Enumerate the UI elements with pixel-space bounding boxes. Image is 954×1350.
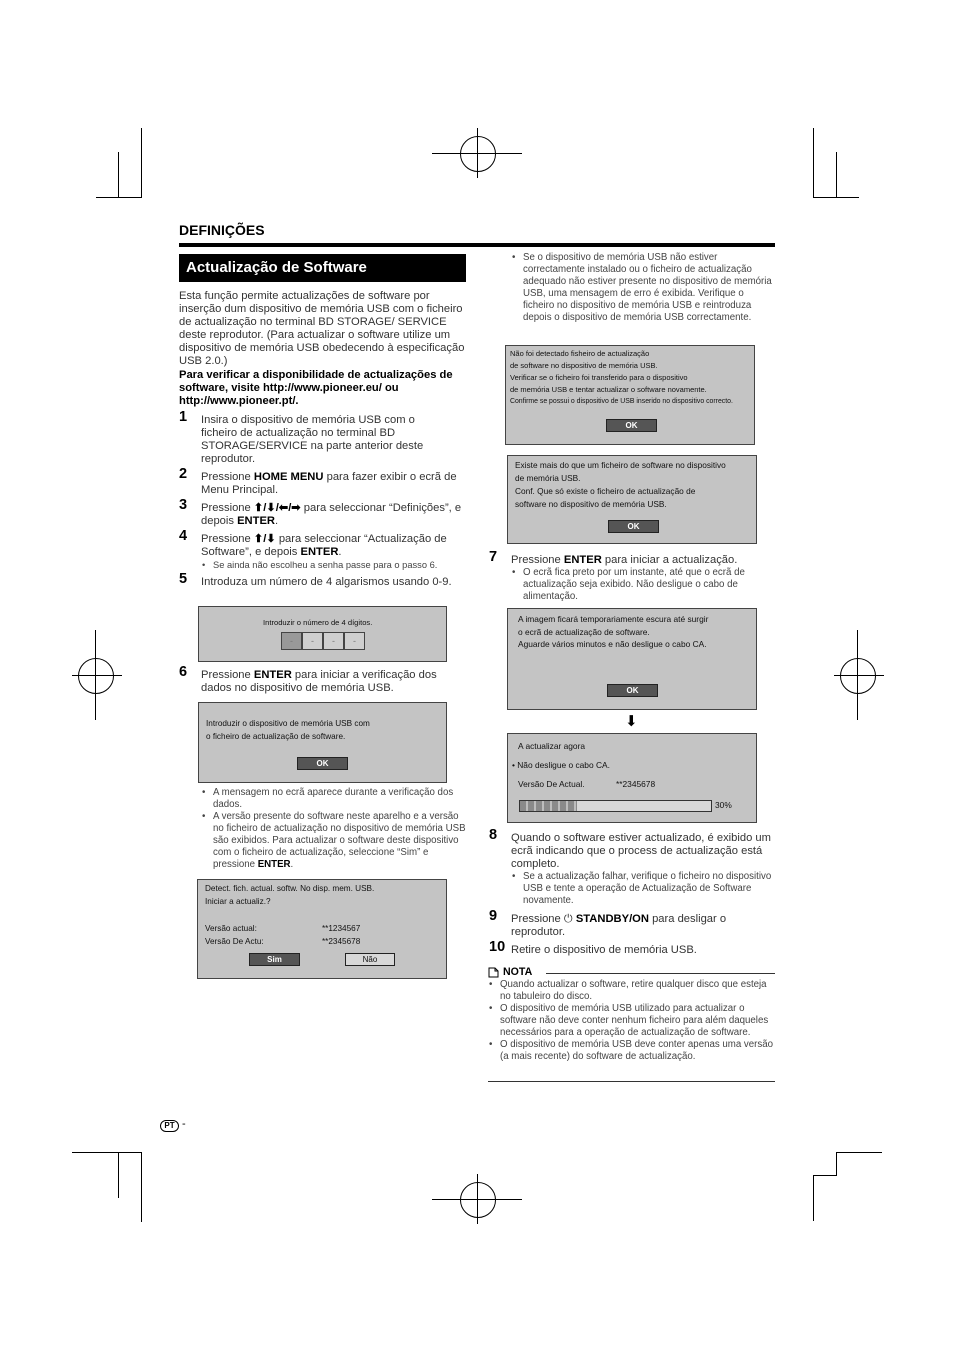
step-text: para iniciar a verificação dos dados no dispositivo de memória USB. [201, 669, 437, 694]
list-item: • A mensagem no ecrã aparece durante a verificação dos dados. [201, 787, 467, 811]
step-text: Pressione [201, 502, 254, 514]
pin-digit[interactable]: - [302, 632, 323, 650]
note-rule [546, 973, 775, 974]
step-text: Retire o dispositivo de memória USB. [511, 944, 697, 956]
progress-percent: 30% [715, 800, 732, 810]
step-9 [489, 908, 773, 939]
list-item: • O ecrã fica preto por um instante, até que o ecrã de actualização seja exibido. Não desligue o cabo de alimentação. [511, 567, 773, 603]
screen-error-no-file [505, 345, 755, 445]
step-text: Pressione [511, 913, 564, 925]
step-number: 8 [489, 827, 498, 843]
step-1 [179, 409, 453, 466]
screen-line: Confirme se possui o dispositivo de USB inserido no dispositivo correcto. [510, 398, 733, 405]
screen-line: A actualizar agora [518, 741, 586, 751]
screen-line: Existe mais do que um ficheiro de software no dispositivo [515, 460, 726, 470]
screen-line: Conf. Que só existe o ficheiro de actualização de [515, 486, 696, 496]
current-version-label: Versão actual: [205, 924, 257, 933]
note-label: NOTA [503, 966, 533, 978]
step-text: . [338, 545, 342, 558]
step-text: para seleccionar “Actualização de Software”, e depois [201, 533, 447, 558]
step-text: para iniciar a actualização. [601, 554, 738, 566]
pin-digit[interactable]: - [323, 632, 344, 650]
screen-error-multiple-files [507, 455, 757, 544]
step-text: Pressione [511, 554, 564, 566]
step-text: . [275, 514, 279, 527]
step-text: Pressione [201, 533, 254, 545]
step-number: 10 [489, 939, 506, 955]
pin-digit[interactable]: - [281, 632, 302, 650]
yes-button[interactable]: Sim [249, 953, 300, 966]
page-heading: Actualização de Software [179, 254, 466, 282]
key-name: ENTER [257, 859, 291, 870]
list-item-text: A versão presente do software neste aparelho e a versão no ficheiro de actualização no dispositivo de memória USB são exibidos. Para actualizar o software deste dispositivo com o ficheiro de actualização, seleccione “Sim” e pressione [213, 811, 466, 870]
list-item: • O dispositivo de memória USB deve conter apenas uma versão (a mais recente) do software de actualização. [488, 1039, 775, 1063]
step-number: 2 [179, 466, 188, 482]
step-2 [179, 466, 469, 497]
key-name: STANDBY/ON [572, 913, 649, 925]
step-text: para desligar o reprodutor. [511, 913, 727, 938]
update-version-label: Versão De Actu: [205, 937, 264, 946]
note-icon [488, 967, 499, 978]
step-text: Insira o dispositivo de memória USB com o ficheiro de actualização no terminal BD STORAGE/SERVICE na parte anterior deste reprodutor. [201, 414, 424, 465]
list-item: • Se o dispositivo de memória USB não estiver correctamente instalado ou o ficheiro de actualização adequado não estiver presente no dispositivo de memória USB, uma mensagem de erro é exibida. Verifique o ficheiro no dispositivo de memória USB e reintroduza depois o dispositivo de memória USB correctamente. [511, 252, 773, 324]
language-badge: PT [160, 1120, 179, 1132]
screen-detect-update [197, 879, 447, 979]
screen-update-progress [507, 733, 757, 823]
list-item: • O dispositivo de memória USB utilizado para actualizar o software não deve conter nenhum ficheiro para além daqueles necessários para a operação de actualização de software. [488, 1003, 775, 1039]
step-text: para seleccionar “Definições”, e depois [201, 502, 462, 527]
step-text: Pressione [201, 471, 254, 483]
key-name: ENTER [563, 554, 602, 566]
progress-bar [519, 800, 712, 812]
list-item: • Se ainda não escolheu a senha passe para o passo 6. [201, 559, 471, 571]
note-header [488, 966, 775, 980]
step-number: 6 [179, 664, 188, 680]
step-number: 5 [179, 571, 188, 587]
screen-line: • Não desligue o cabo CA. [512, 760, 610, 770]
no-button[interactable]: Não [345, 953, 395, 966]
screen-line: Aguarde vários minutos e não desligue o cabo CA. [518, 639, 707, 649]
list-item: • Se a actualização falhar, verifique o ficheiro no dispositivo USB e tente a operação de Actualização de Software novamente. [511, 871, 773, 907]
step-number: 1 [179, 409, 188, 425]
ok-button[interactable]: OK [608, 520, 659, 533]
ok-button[interactable]: OK [297, 757, 348, 770]
ok-button[interactable]: OK [607, 684, 658, 697]
step-text: Pressione [201, 669, 254, 681]
step-number: 9 [489, 908, 498, 924]
list-item: • Quando actualizar o software, retire qualquer disco que esteja no tabuleiro do disco. [488, 979, 775, 1003]
version-label: Versão De Actual. [518, 779, 585, 789]
step-6 [179, 664, 469, 695]
note-list [488, 979, 775, 1063]
header-rule [179, 243, 775, 247]
screen-line: software no dispositivo de memória USB. [515, 499, 667, 509]
screen-line: de memória USB e tentar actualizar o software novamente. [510, 385, 707, 394]
key-name: ENTER [237, 514, 275, 527]
version-value: **2345678 [616, 779, 656, 789]
pin-digit[interactable]: - [344, 632, 365, 650]
section-title: DEFINIÇÕES [179, 222, 265, 238]
intro-bold: Para verificar a disponibilidade de actualizações de software, visite http://www.pioneer.eu/ ou http://www.pioneer.pt/. [179, 369, 453, 407]
pin-prompt: Introduzir o número de 4 dígitos. [263, 618, 373, 627]
step-6-bullets [201, 787, 467, 871]
screen-line: Verificar se o ficheiro foi transferido para o dispositivo [510, 373, 688, 382]
step-text: Quando o software estiver actualizado, é exibido um ecrã indicando que o process de actualização está completo. [511, 832, 771, 870]
step-text: Introduza um número de 4 algarismos usando 0-9. [201, 576, 452, 588]
step-number: 4 [179, 528, 188, 544]
step-number: 3 [179, 497, 188, 513]
list-item: • A versão presente do software neste aparelho e a versão no ficheiro de actualização no dispositivo de memória USB são exibidos. Para actualizar o software deste dispositivo com o ficheiro de actualização, seleccione “Sim” e pressione ENTER. [201, 811, 467, 871]
current-version-value: **1234567 [322, 924, 361, 933]
note-bottom-rule [488, 1081, 775, 1082]
update-version-value: **2345678 [322, 937, 361, 946]
screen-line: Introduzir o dispositivo de memória USB com [206, 719, 370, 728]
step-8 [489, 827, 773, 871]
screen-line: Iniciar a actualiz.? [205, 897, 271, 906]
page-dash: - [182, 1118, 186, 1130]
step-7 [489, 549, 775, 567]
arrow-keys-icon: ⬆/⬇/⬅/➡ [253, 502, 301, 514]
step-number: 7 [489, 549, 498, 565]
step-3 [179, 497, 469, 528]
screen-line: o ficheiro de actualização de software. [206, 732, 346, 741]
power-icon: ⏻ [563, 913, 573, 925]
step-4-note [201, 559, 471, 571]
screen-line: Detect. fich. actual. softw. No disp. mem. USB. [205, 884, 375, 893]
screen-insert-usb [198, 702, 447, 783]
progress-fill [520, 801, 577, 811]
step-5 [179, 571, 459, 589]
screen-line: de software no dispositivo de memória USB. [510, 361, 658, 370]
step-8-bullet [511, 871, 773, 907]
step-10 [489, 939, 773, 957]
screen-temporary-dark [507, 608, 757, 710]
screen-line: A imagem ficará temporariamente escura até surgir [518, 614, 709, 624]
step-text: para fazer exibir o ecrã de Menu Principal. [201, 471, 457, 496]
screen-line: de memória USB. [515, 473, 581, 483]
step-7-bullet [511, 567, 773, 603]
intro-paragraph: Esta função permite actualizações de software por inserção dum dispositivo de memória USB com o ficheiro de actualização no terminal BD STORAGE/ SERVICE deste reprodutor. (Para actualizar o software utilize um dispositivo de memória USB obedecendo à especificação USB 2.0.) [179, 290, 465, 367]
error-bullet [511, 252, 773, 324]
screen-line: Não foi detectado fisheiro de actualização [510, 349, 650, 358]
arrow-keys-icon: ⬆/⬇ [253, 533, 276, 545]
key-name: HOME MENU [253, 471, 324, 483]
ok-button[interactable]: OK [606, 419, 657, 432]
step-4 [179, 528, 469, 559]
screen-pin-entry [198, 606, 447, 662]
key-name: ENTER [300, 545, 339, 558]
screen-line: o ecrã de actualização de software. [518, 627, 650, 637]
arrow-down-icon: ⬇ [625, 713, 638, 730]
key-name: ENTER [253, 669, 292, 681]
